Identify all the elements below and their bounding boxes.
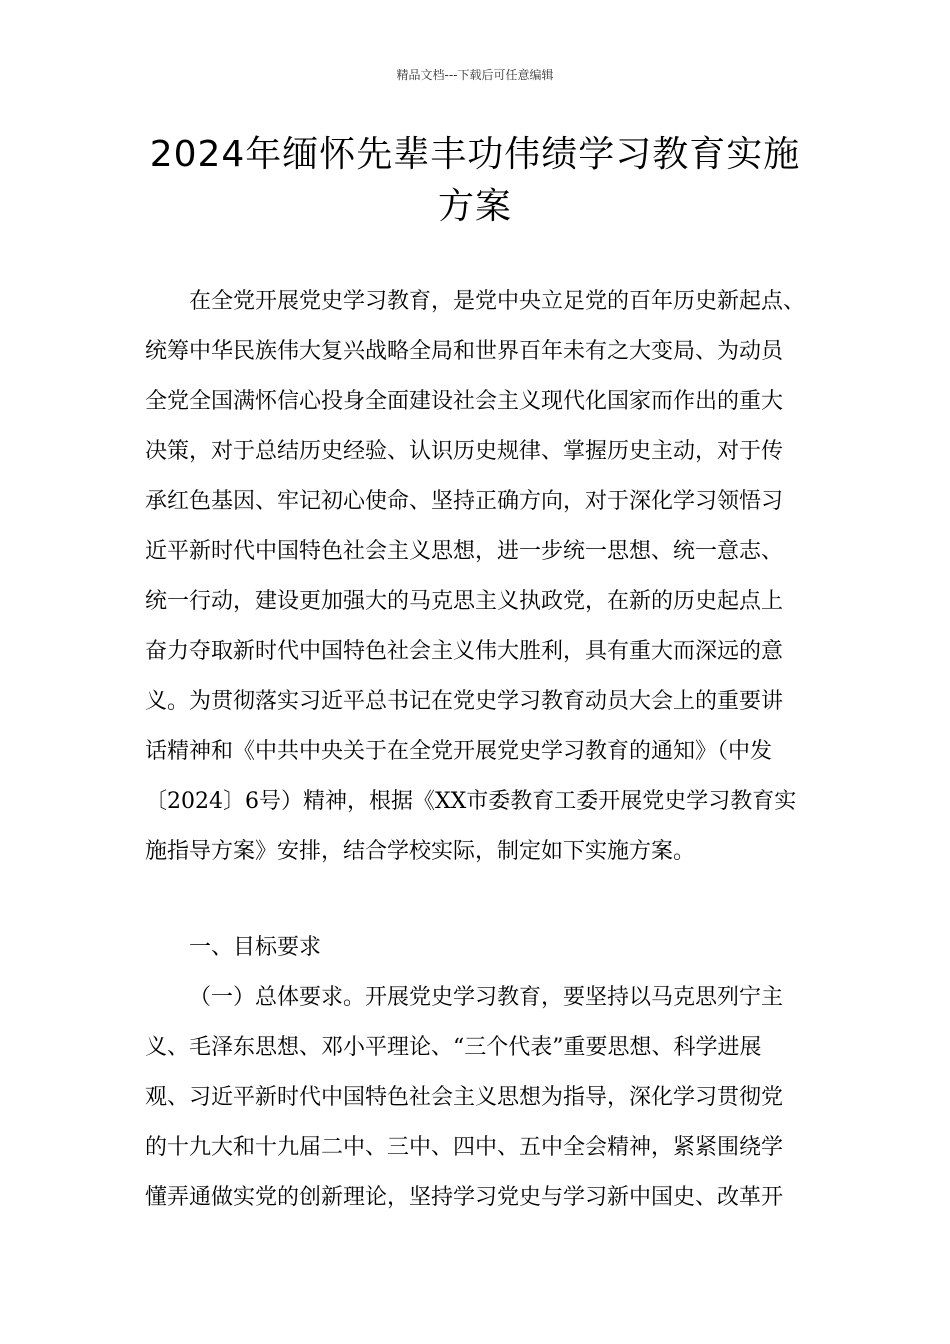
paragraph-line: 义。为贯彻落实习近平总书记在党史学习教育动员大会上的重要讲 — [145, 689, 784, 714]
paragraph-line: 近平新时代中国特色社会主义思想，进一步统一思想、统一意志、 — [145, 539, 784, 564]
paragraph-line: 在全党开展党史学习教育，是党中央立足党的百年历史新起点、 — [189, 289, 806, 314]
paragraph-line: 承红色基因、牢记初心使命、坚持正确方向，对于深化学习领悟习 — [145, 489, 784, 514]
paragraph-line: 奋力夺取新时代中国特色社会主义伟大胜利，具有重大而深远的意 — [145, 639, 784, 664]
paragraph-line: 〔2024〕6号）精神，根据《XX市委教育工委开展党史学习教育实 — [145, 789, 797, 814]
paragraph-line: 统筹中华民族伟大复兴战略全局和世界百年未有之大变局、为动员 — [145, 339, 784, 364]
title-line-2: 方案 — [437, 186, 512, 227]
paragraph-line: 懂弄通做实党的创新理论，坚持学习党史与学习新中国史、改革开 — [145, 1185, 784, 1210]
paragraph-line: 的十九大和十九届二中、三中、四中、五中全会精神，紧紧围绕学 — [145, 1135, 784, 1160]
paragraph-line: （一）总体要求。开展党史学习教育，要坚持以马克思列宁主 — [189, 985, 784, 1010]
paragraph-line: 观、习近平新时代中国特色社会主义思想为指导，深化学习贯彻党 — [145, 1085, 784, 1110]
paragraph-line: 决策，对于总结历史经验、认识历史规律、掌握历史主动，对于传 — [145, 439, 784, 464]
document-title — [100, 129, 850, 233]
paragraph-line: 话精神和《中共中央关于在全党开展党史学习教育的通知》（中发 — [145, 739, 773, 764]
paragraph-line: 统一行动，建设更加强大的马克思主义执政党，在新的历史起点上 — [145, 589, 784, 614]
title-line-1: 2024年缅怀先辈丰功伟绩学习教育实施 — [149, 134, 801, 175]
section-paragraph — [145, 973, 835, 1223]
paragraph-line: 施指导方案》安排，结合学校实际，制定如下实施方案。 — [145, 839, 696, 864]
section-heading: 一、目标要求 — [189, 935, 322, 960]
intro-paragraph — [145, 277, 835, 877]
paragraph-line: 全党全国满怀信心投身全面建设社会主义现代化国家而作出的重大 — [145, 389, 784, 414]
paragraph-line: 义、毛泽东思想、邓小平理论、“三个代表”重要思想、科学进展 — [145, 1035, 762, 1060]
page-header: 精品文档---下载后可任意编辑 — [396, 68, 554, 82]
